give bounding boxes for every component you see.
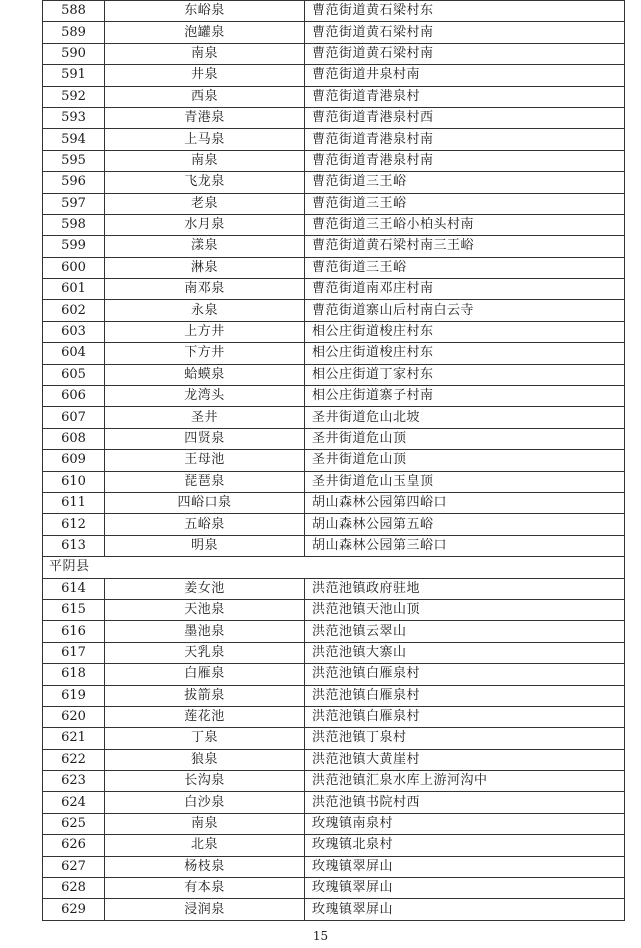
spring-name: 上方井	[105, 321, 305, 342]
spring-location: 曹范街道青港泉村南	[305, 129, 625, 150]
row-number: 625	[43, 813, 105, 834]
spring-name: 南泉	[105, 150, 305, 171]
table-row	[43, 706, 625, 727]
spring-location: 相公庄街道寨子村南	[305, 386, 625, 407]
spring-location: 洪范池镇汇泉水库上游河沟中	[305, 771, 625, 792]
spring-location: 曹范街道三王峪	[305, 257, 625, 278]
spring-location: 相公庄街道丁家村东	[305, 364, 625, 385]
row-number: 602	[43, 300, 105, 321]
spring-name: 四峪口泉	[105, 492, 305, 513]
row-number: 606	[43, 386, 105, 407]
spring-location: 相公庄街道梭庄村东	[305, 321, 625, 342]
spring-location: 曹范街道三王峪	[305, 172, 625, 193]
spring-name: 拔箭泉	[105, 685, 305, 706]
spring-name: 井泉	[105, 65, 305, 86]
table-body-upper	[43, 1, 625, 557]
spring-name: 下方井	[105, 343, 305, 364]
row-number: 593	[43, 107, 105, 128]
row-number: 626	[43, 835, 105, 856]
spring-name: 有本泉	[105, 878, 305, 899]
row-number: 589	[43, 22, 105, 43]
table-row	[43, 792, 625, 813]
spring-name: 丁泉	[105, 728, 305, 749]
spring-name: 天乳泉	[105, 642, 305, 663]
spring-name: 北泉	[105, 835, 305, 856]
spring-location: 曹范街道南邓庄村南	[305, 279, 625, 300]
table-row	[43, 899, 625, 920]
spring-location: 曹范街道黄石梁村东	[305, 1, 625, 22]
table-row	[43, 193, 625, 214]
row-number: 595	[43, 150, 105, 171]
spring-list-table	[42, 0, 625, 921]
row-number: 616	[43, 621, 105, 642]
spring-location: 圣井街道危山北坡	[305, 407, 625, 428]
row-number: 613	[43, 535, 105, 556]
table-row	[43, 257, 625, 278]
table-row	[43, 492, 625, 513]
table-row	[43, 535, 625, 556]
row-number: 609	[43, 450, 105, 471]
spring-location: 曹范街道青港泉村	[305, 86, 625, 107]
spring-location: 洪范池镇白雁泉村	[305, 664, 625, 685]
table-row	[43, 407, 625, 428]
section-label-pingyin-county: 平阴县	[43, 557, 625, 578]
row-number: 627	[43, 856, 105, 877]
table-row	[43, 771, 625, 792]
spring-name: 狼泉	[105, 749, 305, 770]
table-row	[43, 599, 625, 620]
table-row	[43, 22, 625, 43]
spring-name: 南泉	[105, 43, 305, 64]
row-number: 629	[43, 899, 105, 920]
row-number: 628	[43, 878, 105, 899]
spring-name: 白雁泉	[105, 664, 305, 685]
spring-location: 曹范街道黄石梁村南	[305, 43, 625, 64]
page-number: 15	[312, 929, 329, 943]
spring-location: 胡山森林公园第四峪口	[305, 492, 625, 513]
spring-location: 玫瑰镇翠屏山	[305, 899, 625, 920]
spring-location: 圣井街道危山玉皇顶	[305, 471, 625, 492]
spring-name: 天池泉	[105, 599, 305, 620]
table-row	[43, 214, 625, 235]
table-row	[43, 664, 625, 685]
spring-name: 龙湾头	[105, 386, 305, 407]
spring-location: 曹范街道三王峪小柏头村南	[305, 214, 625, 235]
spring-name: 五峪泉	[105, 514, 305, 535]
spring-location: 玫瑰镇北泉村	[305, 835, 625, 856]
spring-name: 姜女池	[105, 578, 305, 599]
table-row	[43, 835, 625, 856]
spring-location: 胡山森林公园第五峪	[305, 514, 625, 535]
table-row	[43, 1, 625, 22]
spring-name: 圣井	[105, 407, 305, 428]
row-number: 621	[43, 728, 105, 749]
spring-location: 曹范街道黄石梁村南三王峪	[305, 236, 625, 257]
row-number: 605	[43, 364, 105, 385]
spring-name: 长沟泉	[105, 771, 305, 792]
table-row	[43, 343, 625, 364]
row-number: 620	[43, 706, 105, 727]
section-row	[43, 557, 625, 578]
table-row	[43, 471, 625, 492]
row-number: 622	[43, 749, 105, 770]
table-row	[43, 428, 625, 449]
table-row	[43, 386, 625, 407]
table-row	[43, 65, 625, 86]
spring-location: 洪范池镇云翠山	[305, 621, 625, 642]
spring-name: 西泉	[105, 86, 305, 107]
spring-location: 洪范池镇书院村西	[305, 792, 625, 813]
table-row	[43, 150, 625, 171]
table-row	[43, 172, 625, 193]
row-number: 624	[43, 792, 105, 813]
table-row	[43, 856, 625, 877]
spring-location: 曹范街道青港泉村南	[305, 150, 625, 171]
spring-location: 玫瑰镇翠屏山	[305, 856, 625, 877]
table-row	[43, 813, 625, 834]
spring-name: 青港泉	[105, 107, 305, 128]
row-number: 597	[43, 193, 105, 214]
row-number: 614	[43, 578, 105, 599]
row-number: 615	[43, 599, 105, 620]
spring-location: 曹范街道黄石梁村南	[305, 22, 625, 43]
row-number: 623	[43, 771, 105, 792]
row-number: 612	[43, 514, 105, 535]
spring-name: 琵琶泉	[105, 471, 305, 492]
row-number: 604	[43, 343, 105, 364]
spring-name: 莲花池	[105, 706, 305, 727]
spring-location: 相公庄街道梭庄村东	[305, 343, 625, 364]
row-number: 596	[43, 172, 105, 193]
spring-location: 洪范池镇政府驻地	[305, 578, 625, 599]
table-row	[43, 43, 625, 64]
spring-name: 王母池	[105, 450, 305, 471]
row-number: 608	[43, 428, 105, 449]
table-row	[43, 878, 625, 899]
spring-name: 浸润泉	[105, 899, 305, 920]
table-row	[43, 364, 625, 385]
table-row	[43, 86, 625, 107]
table-row	[43, 749, 625, 770]
spring-location: 洪范池镇白雁泉村	[305, 706, 625, 727]
spring-location: 洪范池镇天池山顶	[305, 599, 625, 620]
table-row	[43, 642, 625, 663]
spring-name: 南泉	[105, 813, 305, 834]
table-row	[43, 107, 625, 128]
table-body-lower	[43, 578, 625, 920]
spring-location: 曹范街道寨山后村南白云寺	[305, 300, 625, 321]
row-number: 592	[43, 86, 105, 107]
spring-name: 淋泉	[105, 257, 305, 278]
table-row	[43, 279, 625, 300]
spring-name: 墨池泉	[105, 621, 305, 642]
spring-location: 玫瑰镇南泉村	[305, 813, 625, 834]
table-row	[43, 236, 625, 257]
spring-name: 泡罐泉	[105, 22, 305, 43]
spring-name: 白沙泉	[105, 792, 305, 813]
row-number: 618	[43, 664, 105, 685]
table-row	[43, 300, 625, 321]
spring-location: 曹范街道井泉村南	[305, 65, 625, 86]
table-row	[43, 685, 625, 706]
row-number: 603	[43, 321, 105, 342]
section-group	[43, 557, 625, 578]
row-number: 619	[43, 685, 105, 706]
spring-name: 蛤蟆泉	[105, 364, 305, 385]
row-number: 594	[43, 129, 105, 150]
row-number: 610	[43, 471, 105, 492]
table-row	[43, 450, 625, 471]
spring-name: 上马泉	[105, 129, 305, 150]
spring-name: 漾泉	[105, 236, 305, 257]
spring-name: 南邓泉	[105, 279, 305, 300]
row-number: 617	[43, 642, 105, 663]
table-row	[43, 578, 625, 599]
row-number: 601	[43, 279, 105, 300]
spring-location: 洪范池镇白雁泉村	[305, 685, 625, 706]
row-number: 611	[43, 492, 105, 513]
spring-name: 杨枝泉	[105, 856, 305, 877]
row-number: 599	[43, 236, 105, 257]
row-number: 598	[43, 214, 105, 235]
spring-location: 洪范池镇大寨山	[305, 642, 625, 663]
spring-location: 玫瑰镇翠屏山	[305, 878, 625, 899]
row-number: 591	[43, 65, 105, 86]
table-row	[43, 321, 625, 342]
row-number: 600	[43, 257, 105, 278]
spring-name: 东峪泉	[105, 1, 305, 22]
spring-name: 永泉	[105, 300, 305, 321]
spring-name: 水月泉	[105, 214, 305, 235]
spring-location: 洪范池镇大黄崖村	[305, 749, 625, 770]
spring-location: 曹范街道三王峪	[305, 193, 625, 214]
spring-name: 四贤泉	[105, 428, 305, 449]
spring-name: 明泉	[105, 535, 305, 556]
row-number: 590	[43, 43, 105, 64]
row-number: 607	[43, 407, 105, 428]
table-row	[43, 728, 625, 749]
spring-location: 圣井街道危山顶	[305, 428, 625, 449]
spring-location: 曹范街道青港泉村西	[305, 107, 625, 128]
spring-name: 老泉	[105, 193, 305, 214]
table-row	[43, 514, 625, 535]
spring-name: 飞龙泉	[105, 172, 305, 193]
row-number: 588	[43, 1, 105, 22]
table-row	[43, 621, 625, 642]
spring-location: 胡山森林公园第三峪口	[305, 535, 625, 556]
spring-location: 洪范池镇丁泉村	[305, 728, 625, 749]
spring-location: 圣井街道危山顶	[305, 450, 625, 471]
table-row	[43, 129, 625, 150]
